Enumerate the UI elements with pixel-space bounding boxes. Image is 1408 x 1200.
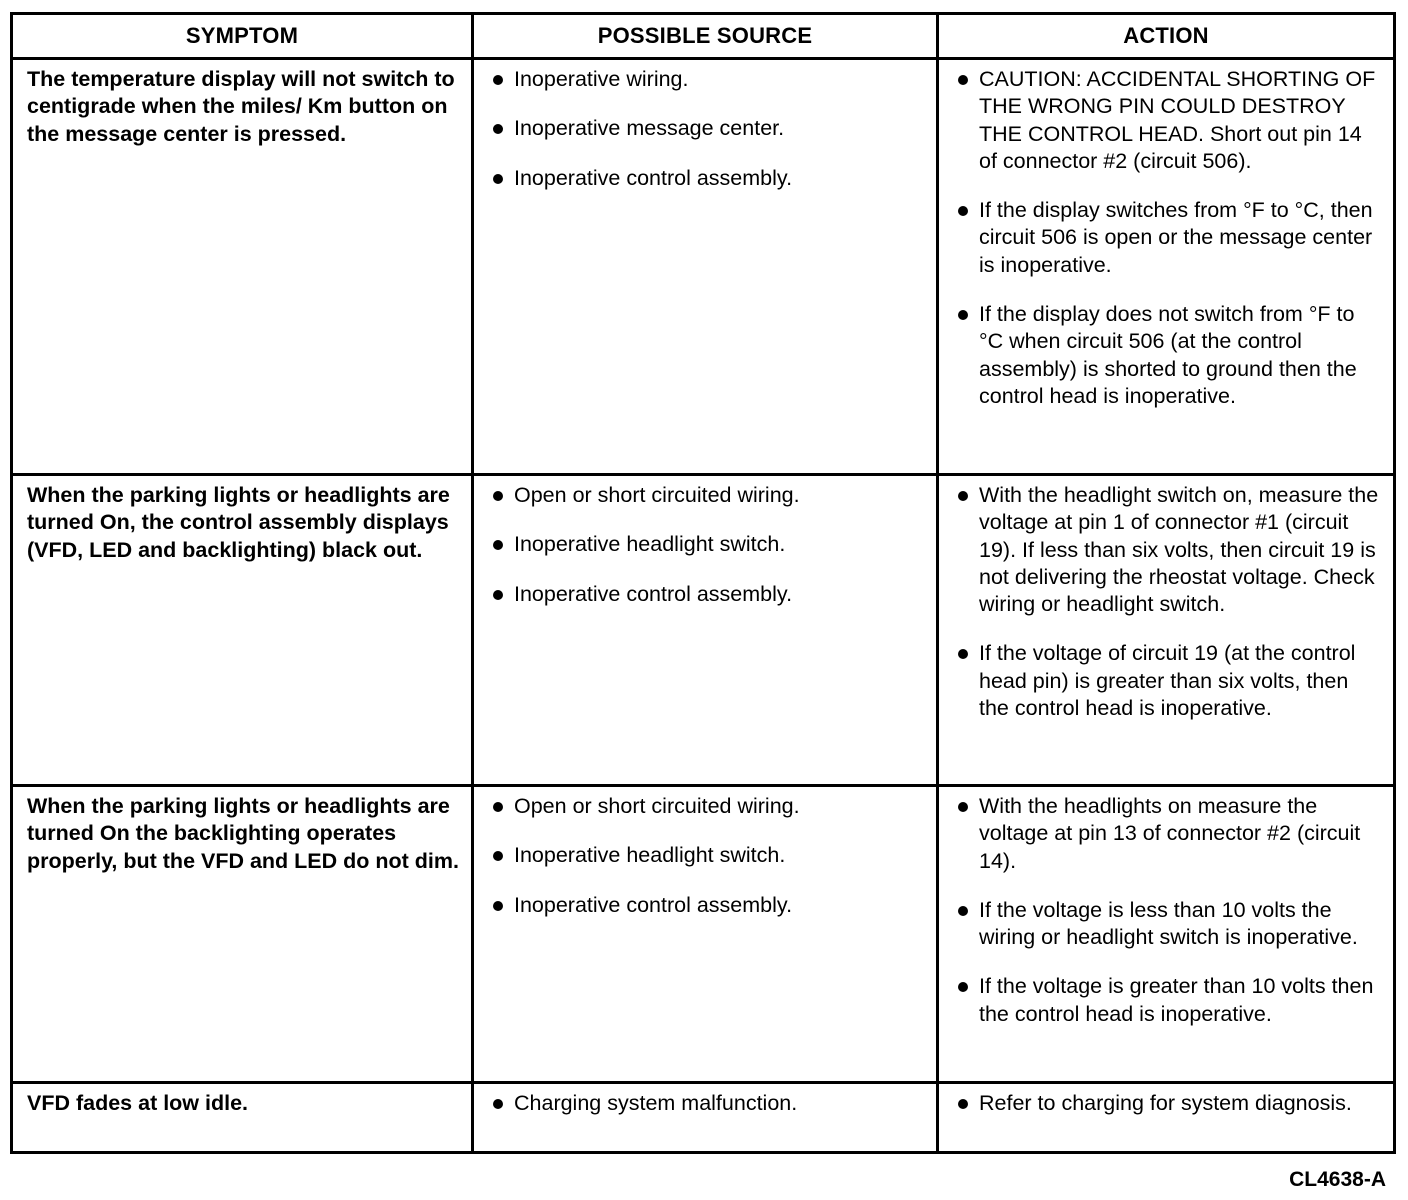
list-item: If the display switches from °F to °C, then circuit 506 is open or the message center is inoperative. xyxy=(953,197,1383,279)
list-item: With the headlight switch on, measure the voltage at pin 1 of connector #1 (circuit 19). If less than six volts, then circuit 19 is not delivering the rheostat voltage. Check wiring or headlight switch. xyxy=(953,482,1383,618)
list-item: With the headlights on measure the voltage at pin 13 of connector #2 (circuit 14). xyxy=(953,793,1383,875)
symptom-cell: The temperature display will not switch to centigrade when the miles/ Km button on the message center is pressed. xyxy=(12,59,473,475)
action-list xyxy=(953,482,1383,722)
table-row xyxy=(12,59,1395,475)
symptom-cell: When the parking lights or headlights are turned On the backlighting operates properly, but the VFD and LED do not dim. xyxy=(12,786,473,1083)
list-item: Open or short circuited wiring. xyxy=(488,793,926,820)
header-action: ACTION xyxy=(938,14,1395,59)
list-item: If the display does not switch from °F to °C when circuit 506 (at the control assembly) is shorted to ground then the control head is inoperative. xyxy=(953,301,1383,410)
action-cell xyxy=(938,1083,1395,1153)
source-list xyxy=(488,793,926,919)
source-cell xyxy=(473,786,938,1083)
header-possible-source: POSSIBLE SOURCE xyxy=(473,14,938,59)
action-list xyxy=(953,793,1383,1028)
list-item: Inoperative control assembly. xyxy=(488,892,926,919)
action-cell xyxy=(938,59,1395,475)
table-row xyxy=(12,475,1395,786)
list-item: Inoperative headlight switch. xyxy=(488,531,926,558)
list-item: Inoperative headlight switch. xyxy=(488,842,926,869)
action-cell xyxy=(938,786,1395,1083)
list-item: CAUTION: ACCIDENTAL SHORTING OF THE WRONG PIN COULD DESTROY THE CONTROL HEAD. Short out pin 14 of connector #2 (circuit 506). xyxy=(953,66,1383,175)
list-item: Open or short circuited wiring. xyxy=(488,482,926,509)
list-item: If the voltage of circuit 19 (at the control head pin) is greater than six volts, then the control head is inoperative. xyxy=(953,640,1383,722)
table-row xyxy=(12,786,1395,1083)
table-row xyxy=(12,1083,1395,1153)
list-item: Inoperative control assembly. xyxy=(488,165,926,192)
list-item: Refer to charging for system diagnosis. xyxy=(953,1090,1383,1117)
list-item: Inoperative control assembly. xyxy=(488,581,926,608)
figure-code: CL4638-A xyxy=(1289,1168,1386,1191)
list-item: Inoperative message center. xyxy=(488,115,926,142)
source-list xyxy=(488,66,926,192)
list-item: Charging system malfunction. xyxy=(488,1090,926,1117)
list-item: Inoperative wiring. xyxy=(488,66,926,93)
source-cell xyxy=(473,475,938,786)
action-list xyxy=(953,66,1383,410)
header-symptom: SYMPTOM xyxy=(12,14,473,59)
header-row xyxy=(12,14,1395,59)
action-list xyxy=(953,1090,1383,1117)
diagnosis-table xyxy=(10,12,1396,1154)
source-list xyxy=(488,482,926,608)
symptom-cell: VFD fades at low idle. xyxy=(12,1083,473,1153)
source-cell xyxy=(473,59,938,475)
list-item: If the voltage is less than 10 volts the wiring or headlight switch is inoperative. xyxy=(953,897,1383,952)
source-list xyxy=(488,1090,926,1117)
list-item: If the voltage is greater than 10 volts then the control head is inoperative. xyxy=(953,973,1383,1028)
action-cell xyxy=(938,475,1395,786)
symptom-cell: When the parking lights or headlights are turned On, the control assembly displays (VFD, LED and backlighting) black out. xyxy=(12,475,473,786)
source-cell xyxy=(473,1083,938,1153)
